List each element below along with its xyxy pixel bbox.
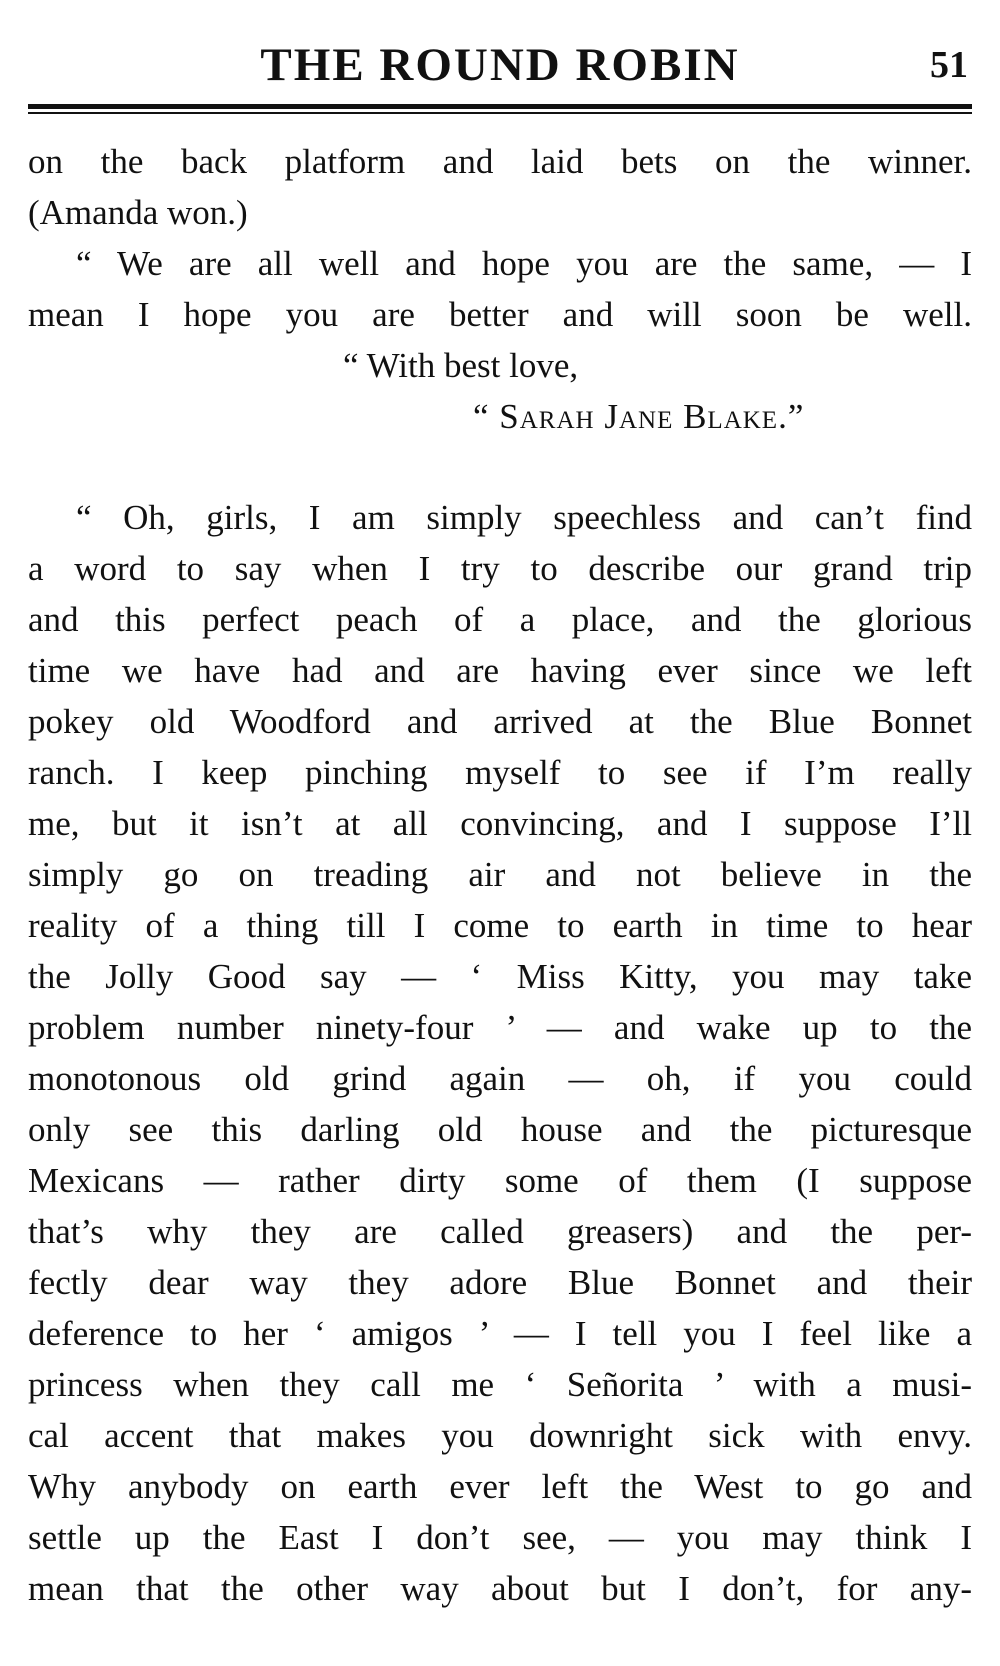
paragraph-gap [28,442,972,492]
text-line: me, but it isn’t at all convincing, and I suppose I’ll [28,804,972,843]
text-line: and this perfect peach of a place, and the glorious [28,600,972,639]
text-line: monotonous old grind again — oh, if you could [28,1059,972,1098]
text-line: settle up the East I don’t see, — you may think I [28,1518,972,1557]
running-title: THE ROUND ROBIN [260,39,740,91]
text-line: that’s why they are called greasers) and the per- [28,1212,972,1251]
text-line: fectly dear way they adore Blue Bonnet and their [28,1263,972,1302]
text-line: deference to her ‘ amigos ’ — I tell you I feel like a [28,1314,972,1353]
body-text [28,136,972,1614]
text-line: time we have had and are having ever since we left [28,651,972,690]
text-line: reality of a thing till I come to earth in time to hear [28,906,972,945]
page-number: 51 [930,44,968,86]
text-line: (Amanda won.) [28,193,248,232]
page-header [28,36,972,94]
letter-closing: “ With best love, [343,346,579,385]
text-line: cal accent that makes you downright sick with envy. [28,1416,972,1455]
text-line: on the back platform and laid bets on the winner. [28,142,972,181]
text-line: Why anybody on earth ever left the West to go and [28,1467,972,1506]
text-line: the Jolly Good say — ‘ Miss Kitty, you may take [28,957,972,996]
letter-signature: “ Sarah Jane Blake.” [473,397,805,436]
text-line: “ Oh, girls, I am simply speechless and can’t find [76,498,972,537]
text-line: ranch. I keep pinching myself to see if I’m really [28,753,972,792]
text-line: simply go on treading air and not believe in the [28,855,972,894]
text-line: pokey old Woodford and arrived at the Blue Bonnet [28,702,972,741]
text-line: a word to say when I try to describe our grand trip [28,549,972,588]
text-line: mean I hope you are better and will soon be well. [28,295,972,334]
text-line: Mexicans — rather dirty some of them (I suppose [28,1161,972,1200]
text-line: “ We are all well and hope you are the same, — I [76,244,972,283]
text-line: mean that the other way about but I don’t, for any- [28,1569,972,1608]
text-line: problem number ninety-four ’ — and wake up to the [28,1008,972,1047]
text-line: princess when they call me ‘ Señorita ’ with a musi- [28,1365,972,1404]
header-rule-thick [28,104,972,109]
header-rule-thin [28,112,972,114]
paragraph [28,492,972,1614]
text-line: only see this darling old house and the picturesque [28,1110,972,1149]
